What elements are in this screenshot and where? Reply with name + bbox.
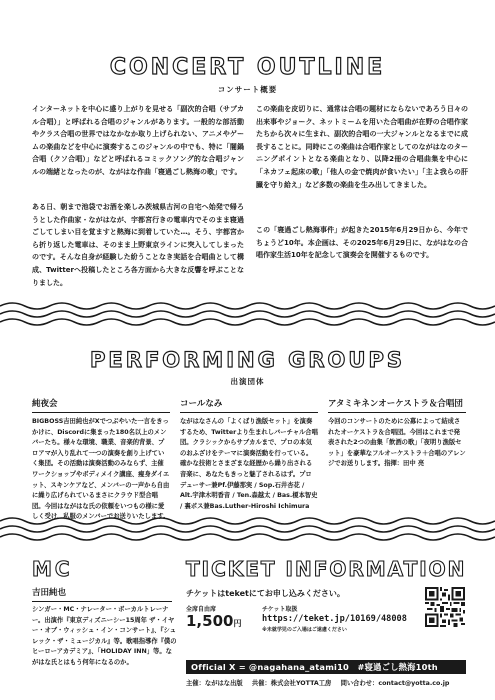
outline-paragraph-3: この楽曲を皮切りに、通常は合唱の題材にならないであろう日々の出来事やジョーク、ネットミームを用いた合唱曲が在野の合唱作家たちから次々に生まれ、副次的合唱の一大ジャンルとなるまでに成長することに。同時にこの楽曲は合唱作家としてのながはなのターニングポイントとなる楽曲となり、以降2冊の合唱曲集を中心に「ネカフェ起床の歌」「他人の金で焼肉が食いたい」「主よ我らの肝臓を守り給え」など多数の楽曲を生み出してきました。	[256, 105, 468, 189]
organizer: 主催：ながはな出版	[186, 680, 243, 687]
ticket-note: ※未就学児のご入場はご遠慮ください	[262, 627, 347, 633]
qr-code-icon[interactable]	[425, 587, 465, 627]
group-card-call-nami	[180, 397, 318, 512]
ticket-url-link[interactable]: https://teket.jp/10169/48008	[262, 614, 407, 624]
outline-paragraph-2: ある日、朝まで池袋でお酒を楽しみ茨城県古河の自宅へ始発で帰ろうとした作曲家・ながはなが、宇都宮行きの電車内でそのまま寝過ごしてしまい目を覚ますと熱海に到着していた…。そう、宇都宮から折り返した電車は、そのまま上野東京ラインに突入してしまったのです。そんな自身が経験した紛うことなき実話を合唱曲として構成、Twitterへ投稿したところ各方面から大きな反響を呼ぶことなりました。	[32, 203, 244, 287]
official-x-banner[interactable]: Official X = @nagahana_atami10 #寝過ごし熱海10th	[186, 660, 466, 674]
cosponsor: 共催：株式会社YOTTA工房	[251, 680, 332, 687]
ticket-headline: チケットはteketにてお申し込みください。	[186, 589, 345, 598]
price-value: 1,500	[186, 612, 234, 630]
price-unit: 円	[233, 619, 242, 628]
wave-divider-bottom	[0, 513, 495, 545]
outline-paragraph-4: この「寝過ごし熱海事件」が起きた2015年6月29日から、今年でちょうど10年。本企画は、その2025年6月29日に、ながはなの合唱作家生活10年を記念して演奏会を開催するものです。	[256, 226, 468, 260]
performing-groups-heading: PERFORMING GROUPS	[90, 348, 405, 372]
mc-description: シンガー・MC・ナレーター・ボーカルトレーナー。出演作『東京ディズニーシー15周年 ザ・イヤー・オブ・ウィッシュ・イン・コンサート』、『シュレック・ザ・ミュージカル』等。歌唱指導作『僕のヒーローアカデミア』、「HOLIDAY INN」等。ながはな氏とはもう何年になるのか。	[32, 606, 177, 666]
ticket-url-block	[262, 604, 422, 633]
performing-groups-subheading: 出演団体	[230, 377, 265, 386]
contact-email[interactable]: 問い合わせ：contact@yotta.co.jp	[340, 680, 450, 687]
concert-outline-heading: CONCERT OUTLINE	[109, 55, 386, 80]
group-description: ながはなさんの「よくばり漁版セット」を演奏するため、Twitterより生まれしバーチャル合唱団。クラシックからサブカルまで、プロの本気のおふざけをテーマに演奏活動を行っている。確かな技術とさまざまな経歴から繰り出される音楽に、あなたもきっと魅了されるはず。プロデューサー兼Pf.伊藤那実 / Sop.石井杏花 / Alt.宇津木明香音 / Ten.森越太 / Bas.榎本智史 / 裏ボス兼Bas.Luther-Hiroshi Ichimura	[180, 418, 318, 510]
mc-heading: MC	[32, 557, 73, 581]
group-card-junyakai	[32, 397, 170, 523]
concert-outline-subheading: コンサート概要	[217, 85, 278, 94]
group-description: 今回のコンサートのために公募によって結成されたオーケストラ＆合唱団。今回はこれまで発表された2つの曲集「飲酒の歌」「夜明り漁版セット」を豪華なフルオーケストラ＋合唱のアレンジでお送りします。指揮：田中 亮	[328, 418, 466, 468]
footer-credits	[186, 678, 476, 687]
outline-paragraph-1: インターネットを中心に盛り上がりを見せる「副次的合唱（サブカル合唱）」と呼ばれる合唱のジャンルがあります。一般的な部活動やクラス合唱の世界ではなかなか取り上げられない、アニメやゲームの楽曲などを中心に演奏するこのジャンルの中でも、特に「闇鍋合唱（クソ合唱）」などと呼ばれるコミックソング的な合唱ジャンルの端緒となったのが、ながはな作曲「寝過ごし熱海の歌」です。	[32, 105, 244, 176]
wave-divider-top	[0, 298, 495, 330]
ticket-sales-label: チケット取扱	[262, 606, 298, 613]
ticket-heading: TICKET INFORMATION	[186, 557, 467, 581]
seat-label: 全席自由席	[186, 606, 217, 613]
mc-name: 吉田純也	[32, 586, 172, 602]
group-description: BIGBOSS吉田純也がXでつぶやいた一言をきっかけに、Discordに集まった180名以上のメンバーたち。様々な環境、職業、音楽的背景、プロアマが入り乱れて一つの演奏を創り上げていく集団。その活動は演奏活動のみならず、主催ワークショップやボディメイク講座、痩身ダイエット、スキンケアなど、メンバーの一声から自由に繰り広げられているまさにクラウド型合唱団。今回はながはな氏の依頼をいつもの様に愛しく受け、私服のメンバーでお送りいたします。	[32, 418, 170, 521]
group-name: 純夜会	[32, 397, 170, 413]
group-name: コールなみ	[180, 397, 318, 413]
group-name: アタミキネンオーケストラ＆合唱団	[328, 397, 466, 413]
group-card-atami-orchestra	[328, 397, 466, 470]
